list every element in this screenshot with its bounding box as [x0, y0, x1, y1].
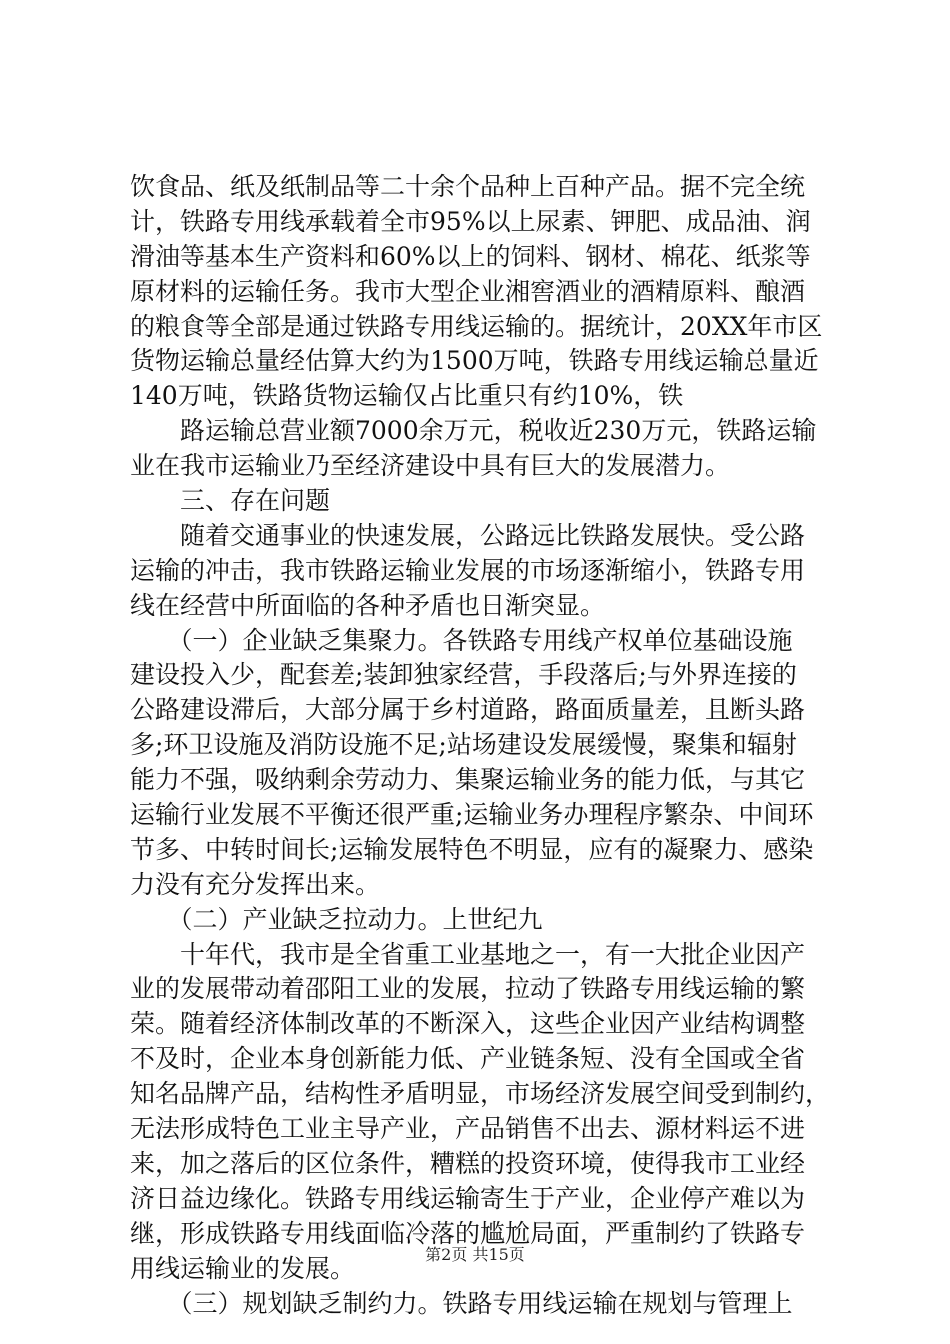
- text-line: 继，形成铁路专用线面临冷落的尴尬局面，严重制约了铁路专: [130, 1218, 806, 1248]
- text-line: 用线运输业的发展。: [130, 1253, 356, 1283]
- subsection-heading-line: （三）规划缺乏制约力。铁路专用线运输在规划与管理上: [130, 1288, 793, 1318]
- text-line: 力没有充分发挥出来。: [130, 869, 381, 899]
- text-line: 多;环卫设施及消防设施不足;站场建设发展缓慢，聚集和辐射: [130, 730, 797, 760]
- text-line: 运输的冲击，我市铁路运输业发展的市场逐渐缩小，铁路专用: [130, 555, 806, 585]
- text-line: 能力不强，吸纳剩余劳动力、集聚运输业务的能力低，与其它: [130, 765, 806, 795]
- text-line: 线在经营中所面临的各种矛盾也日渐突显。: [130, 590, 606, 620]
- text-line: 路运输总营业额7000余万元，税收近230万元，铁路运输: [130, 416, 817, 446]
- text-line: 节多、中转时间长;运输发展特色不明显，应有的凝聚力、感染: [130, 834, 814, 864]
- page-footer: 第2页 共15页: [425, 1245, 525, 1264]
- text-line: 建设投入少，配套差;装卸独家经营，手段落后;与外界连接的: [130, 660, 797, 690]
- text-line: 来，加之落后的区位条件，糟糕的投资环境，使得我市工业经: [130, 1148, 806, 1178]
- text-line: 随着交通事业的快速发展，公路远比铁路发展快。受公路: [130, 520, 806, 550]
- text-line: 不及时，企业本身创新能力低、产业链条短、没有全国或全省: [130, 1044, 806, 1074]
- text-line: 运输行业发展不平衡还很严重;运输业务办理程序繁杂、中间环: [130, 800, 814, 830]
- text-line: 十年代，我市是全省重工业基地之一，有一大批企业因产: [130, 939, 806, 969]
- text-line: 货物运输总量经估算大约为1500万吨，铁路专用线运输总量近: [130, 346, 819, 376]
- text-line: 业的发展带动着邵阳工业的发展，拉动了铁路专用线运输的繁: [130, 974, 806, 1004]
- text-line: 公路建设滞后，大部分属于乡村道路，路面质量差，且断头路: [130, 695, 806, 725]
- document-body: [130, 170, 840, 1321]
- text-line: 的粮食等全部是通过铁路专用线运输的。据统计，20XX年市区: [130, 311, 823, 341]
- section-heading: 三、存在问题: [130, 486, 331, 516]
- text-line: 计，铁路专用线承载着全市95%以上尿素、钾肥、成品油、润: [130, 206, 811, 236]
- text-line: 荣。随着经济体制改革的不断深入，这些企业因产业结构调整: [130, 1009, 806, 1039]
- subsection-heading-line: （一）企业缺乏集聚力。各铁路专用线产权单位基础设施: [130, 625, 793, 655]
- text-line: 业在我市运输业乃至经济建设中具有巨大的发展潜力。: [130, 451, 731, 481]
- text-line: 原材料的运输任务。我市大型企业湘窖酒业的酒精原料、酿酒: [130, 276, 806, 306]
- text-line: 济日益边缘化。铁路专用线运输寄生于产业，企业停产难以为: [130, 1183, 806, 1213]
- subsection-heading-line: （二）产业缺乏拉动力。上世纪九: [130, 904, 543, 934]
- text-line: 无法形成特色工业主导产业，产品销售不出去、源材料运不进: [130, 1114, 806, 1144]
- text-line: 饮食品、纸及纸制品等二十余个品种上百种产品。据不完全统: [130, 172, 806, 201]
- text-line: 滑油等基本生产资料和60%以上的饲料、钢材、棉花、纸浆等: [130, 241, 811, 271]
- text-line: 知名品牌产品，结构性矛盾明显，市场经济发展空间受到制约，: [130, 1079, 831, 1109]
- text-line: 140万吨，铁路货物运输仅占比重只有约10%，铁: [130, 381, 684, 411]
